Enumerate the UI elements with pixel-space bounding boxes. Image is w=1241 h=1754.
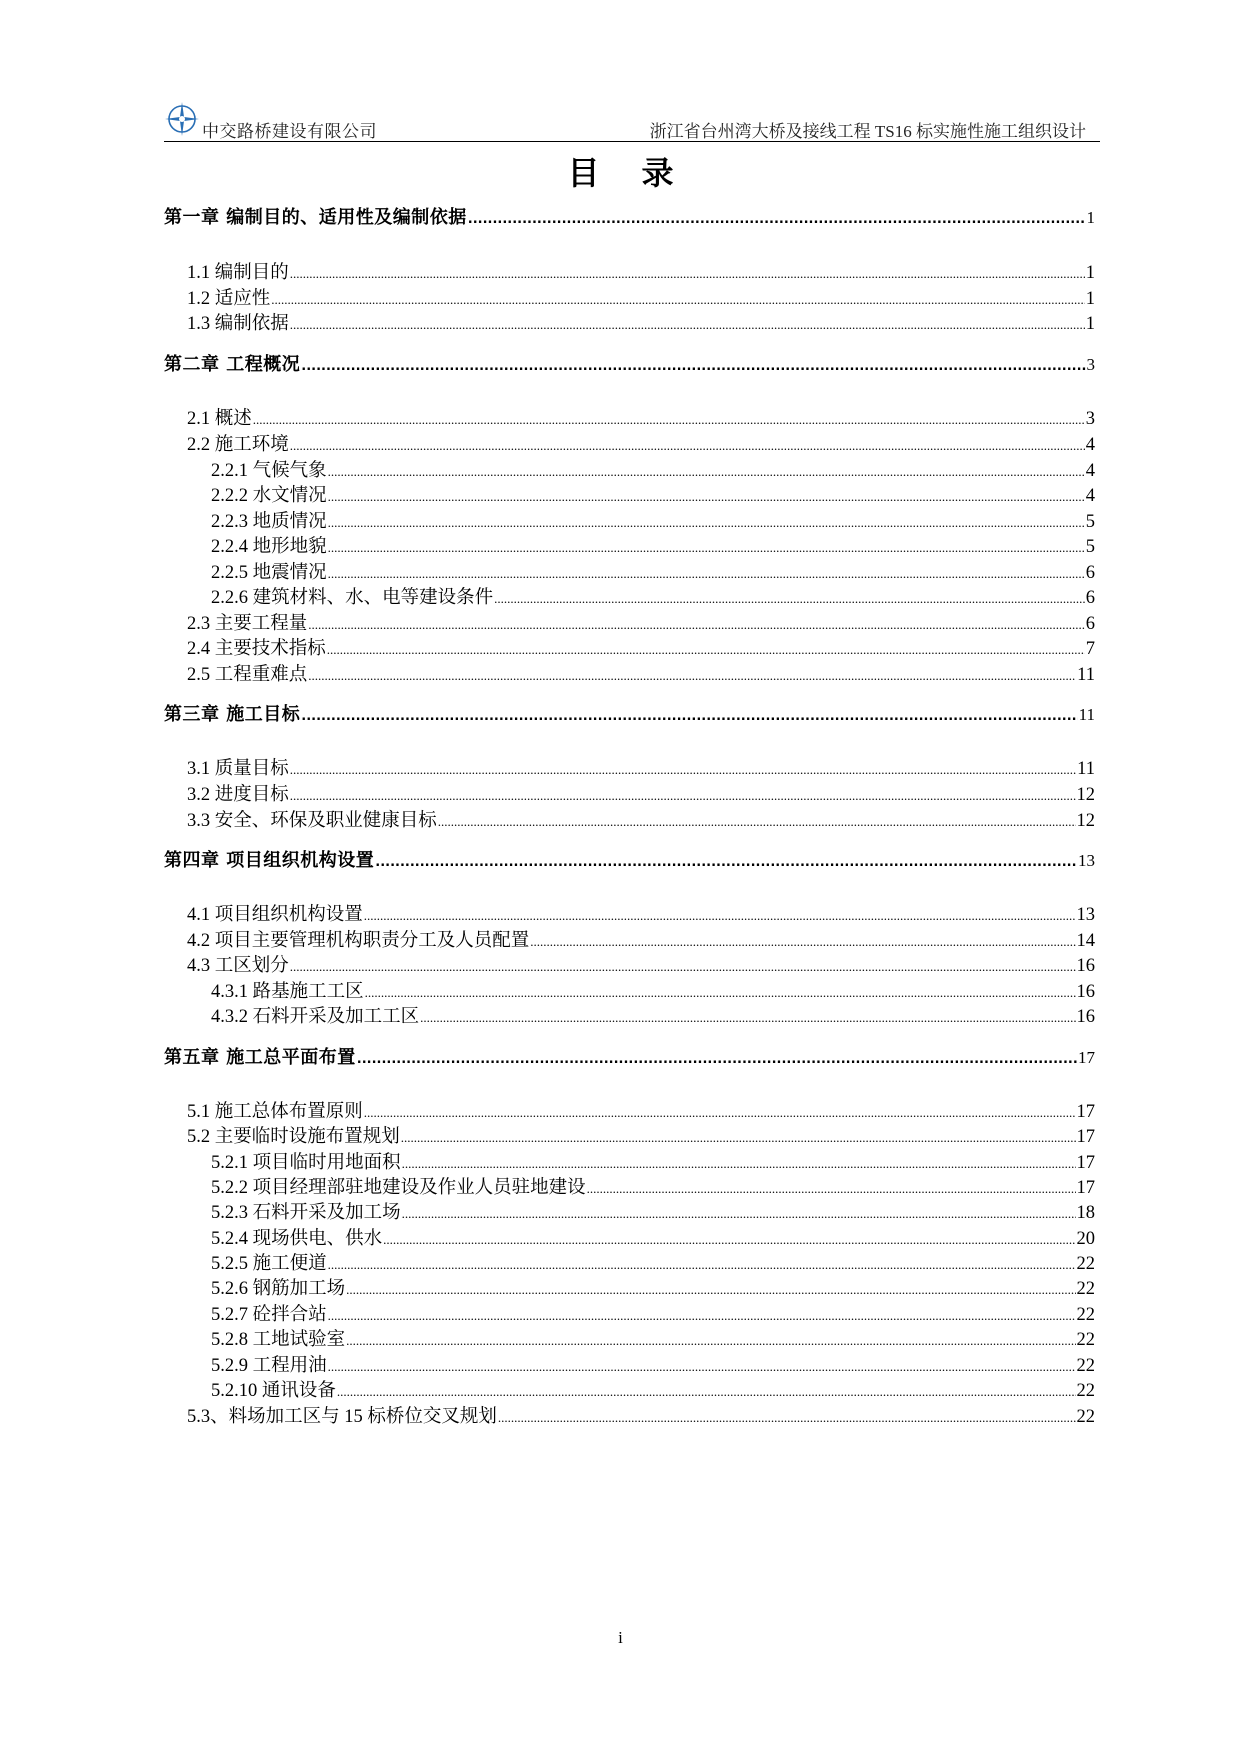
toc-entry-label: 2.2.4 地形地貌 [211,537,327,557]
toc-page-number: 20 [1076,1229,1095,1249]
toc-entry-label: 2.1 概述 [187,409,252,429]
toc-entry[interactable] [187,928,1095,954]
toc-page-number: 18 [1076,1203,1095,1223]
toc-entry[interactable] [187,902,1095,928]
toc-dot-leader [365,980,1076,1006]
toc-entry[interactable] [211,1378,1095,1404]
toc-entry[interactable] [187,1124,1095,1150]
toc-entry-label: 5.2.6 钢筋加工场 [211,1279,346,1299]
toc-page-number: 12 [1076,785,1095,805]
toc-page-number: 14 [1076,931,1095,951]
toc-dot-leader [328,1354,1076,1380]
toc-chapter-entry[interactable] [164,205,1095,231]
cross-star-logo-icon [164,101,200,137]
toc-entry[interactable] [211,560,1095,586]
project-title: 浙江省台州湾大桥及接线工程 TS16 标实施性施工组织设计 [649,122,1086,141]
toc-entry-label: 5.2.7 砼拌合站 [211,1305,327,1325]
toc-dot-leader [301,354,1085,380]
toc-entry-label: 5.2.2 项目经理部驻地建设及作业人员驻地建设 [211,1178,586,1198]
toc-entry[interactable] [187,1404,1095,1430]
toc-entry-label: 3.2 进度目标 [187,785,289,805]
toc-entry[interactable] [211,1226,1095,1252]
toc-entry-label: 第四章 项目组织机构设置 [164,850,375,871]
toc-entry-label: 5.2.8 工地试验室 [211,1330,346,1350]
toc-page-number: 17 [1076,1127,1095,1147]
toc-entry[interactable] [187,1099,1095,1125]
toc-dot-leader [468,207,1086,233]
toc-dot-leader [337,1379,1076,1405]
toc-dot-leader [420,1005,1075,1031]
toc-entry[interactable] [187,311,1095,337]
toc-dot-leader [290,757,1076,783]
toc-entry-label: 2.5 工程重难点 [187,665,308,685]
toc-dot-leader [290,261,1085,287]
toc-entry-label: 2.2.3 地质情况 [211,512,327,532]
toc-entry-label: 2.4 主要技术指标 [187,639,326,659]
toc-page-number: 5 [1085,537,1095,557]
toc-entry[interactable] [187,636,1095,662]
toc-entry-label: 5.2 主要临时设施布置规划 [187,1127,400,1147]
toc-page-number: 4 [1085,486,1095,506]
toc-dot-leader [328,1252,1076,1278]
toc-page-number: 1 [1085,263,1095,283]
toc-page-number: 22 [1076,1305,1095,1325]
toc-entry[interactable] [211,1175,1095,1201]
toc-entry[interactable] [211,483,1095,509]
toc-chapter-entry[interactable] [164,848,1095,874]
toc-entry[interactable] [211,509,1095,535]
toc-page-number: 7 [1085,639,1095,659]
toc-entry[interactable] [187,953,1095,979]
toc-chapter-entry[interactable] [164,352,1095,378]
toc-entry-label: 3.3 安全、环保及职业健康目标 [187,811,437,831]
toc-dot-leader [402,1151,1076,1177]
toc-chapter-entry[interactable] [164,1045,1095,1071]
toc-entry-label: 2.3 主要工程量 [187,614,308,634]
toc-entry-label: 4.3.1 路基施工工区 [211,982,364,1002]
toc-entry[interactable] [187,260,1095,286]
toc-entry[interactable] [187,782,1095,808]
toc-entry[interactable] [187,756,1095,782]
toc-entry-label: 2.2.6 建筑材料、水、电等建设条件 [211,588,494,608]
toc-dot-leader [328,561,1085,587]
toc-entry-label: 5.2.4 现场供电、供水 [211,1229,383,1249]
toc-entry-label: 第二章 工程概况 [164,354,301,375]
page-header [164,101,1100,142]
toc-dot-leader [328,535,1085,561]
toc-page-number: 3 [1086,355,1095,374]
toc-page-number: 13 [1076,905,1095,925]
toc-entry[interactable] [187,808,1095,834]
toc-entry[interactable] [211,1200,1095,1226]
toc-page-number: 22 [1076,1356,1095,1376]
toc-dot-leader [308,612,1084,638]
toc-page-number: 5 [1085,512,1095,532]
toc-page-number: 22 [1076,1279,1095,1299]
toc-entry[interactable] [211,1327,1095,1353]
toc-entry-label: 5.2.3 石料开采及加工场 [211,1203,401,1223]
toc-page-number: 16 [1076,982,1095,1002]
toc-dot-leader [438,809,1076,835]
toc-page-number: 6 [1085,563,1095,583]
toc-page-number: 6 [1085,588,1095,608]
toc-entry-label: 5.1 施工总体布置原则 [187,1102,363,1122]
toc-dot-leader [290,954,1076,980]
toc-dot-leader [290,433,1085,459]
toc-entry-label: 5.2.10 通讯设备 [211,1381,336,1401]
toc-dot-leader [328,459,1085,485]
page-title: 目录 [567,154,716,192]
page-number: i [618,1628,623,1647]
toc-dot-leader [587,1176,1076,1202]
toc-page-number: 17 [1078,1048,1095,1067]
toc-page-number: 22 [1076,1254,1095,1274]
toc-entry-label: 第三章 施工目标 [164,704,301,725]
toc-dot-leader [290,783,1076,809]
toc-page-number: 11 [1077,665,1095,685]
toc-entry[interactable] [211,1276,1095,1302]
toc-dot-leader [328,1303,1076,1329]
toc-dot-leader [328,510,1085,536]
toc-dot-leader [494,586,1085,612]
toc-page-number: 1 [1085,289,1095,309]
toc-entry[interactable] [211,1353,1095,1379]
toc-chapter-entry[interactable] [164,702,1095,728]
toc-entry[interactable] [187,432,1095,458]
toc-entry-label: 4.2 项目主要管理机构职责分工及人员配置 [187,931,530,951]
toc-page-number: 11 [1077,759,1095,779]
toc-entry[interactable] [211,585,1095,611]
toc-page-number: 4 [1085,461,1095,481]
toc-page-number: 1 [1085,314,1095,334]
toc-entry-label: 2.2 施工环境 [187,435,289,455]
toc-page-number: 22 [1076,1381,1095,1401]
toc-dot-leader [308,663,1076,689]
toc-page-number: 3 [1085,409,1095,429]
toc-entry[interactable] [187,286,1095,312]
toc-entry[interactable] [211,979,1095,1005]
toc-page-number: 22 [1076,1330,1095,1350]
toc-page-number: 17 [1076,1102,1095,1122]
toc-dot-leader [530,929,1075,955]
toc-entry-label: 第一章 编制目的、适用性及编制依据 [164,207,467,228]
toc-entry[interactable] [211,1004,1095,1030]
toc-entry[interactable] [211,534,1095,560]
toc-page-number: 22 [1076,1407,1095,1427]
toc-dot-leader [498,1405,1076,1431]
toc-entry-label: 2.2.5 地震情况 [211,563,327,583]
toc-page-number: 1 [1086,208,1095,227]
toc-entry[interactable] [187,662,1095,688]
toc-page-number: 17 [1076,1178,1095,1198]
toc-page-number: 6 [1085,614,1095,634]
toc-dot-leader [346,1277,1075,1303]
toc-entry[interactable] [211,458,1095,484]
toc-dot-leader [375,850,1077,876]
toc-dot-leader [271,287,1084,313]
toc-page-number: 11 [1078,705,1095,724]
toc-dot-leader [327,637,1085,663]
toc-entry-label: 2.2.2 水文情况 [211,486,327,506]
toc-dot-leader [383,1227,1075,1253]
toc-page-number: 16 [1076,956,1095,976]
toc-entry[interactable] [211,1302,1095,1328]
toc-page-number: 16 [1076,1007,1095,1027]
toc-dot-leader [402,1201,1076,1227]
toc-entry-label: 2.2.1 气候气象 [211,461,327,481]
company-name: 中交路桥建设有限公司 [202,122,377,141]
toc-entry-label: 5.2.1 项目临时用地面积 [211,1153,401,1173]
toc-dot-leader [401,1125,1076,1151]
toc-entry-label: 5.2.9 工程用油 [211,1356,327,1376]
toc-dot-leader [301,704,1077,730]
toc-page-number: 12 [1076,811,1095,831]
toc-entry-label: 1.2 适应性 [187,289,271,309]
toc-entry[interactable] [187,406,1095,432]
toc-dot-leader [346,1328,1075,1354]
toc-entry[interactable] [211,1150,1095,1176]
toc-entry-label: 1.3 编制依据 [187,314,289,334]
toc-entry-label: 4.1 项目组织机构设置 [187,905,363,925]
toc-page-number: 4 [1085,435,1095,455]
toc-entry-label: 5.2.5 施工便道 [211,1254,327,1274]
toc-entry-label: 第五章 施工总平面布置 [164,1047,356,1068]
toc-dot-leader [328,484,1085,510]
toc-entry[interactable] [211,1251,1095,1277]
toc-entry-label: 3.1 质量目标 [187,759,289,779]
toc-page-number: 13 [1078,851,1095,870]
toc-entry-label: 4.3 工区划分 [187,956,289,976]
toc-entry-label: 5.3、料场加工区与 15 标桥位交叉规划 [187,1407,497,1427]
toc-entry-label: 1.1 编制目的 [187,263,289,283]
toc-dot-leader [290,312,1085,338]
toc-entry-label: 4.3.2 石料开采及加工工区 [211,1007,420,1027]
toc-dot-leader [364,1100,1076,1126]
toc-page-number: 17 [1076,1153,1095,1173]
toc-dot-leader [364,903,1076,929]
toc-dot-leader [357,1047,1077,1073]
toc-dot-leader [253,407,1085,433]
toc-entry[interactable] [187,611,1095,637]
